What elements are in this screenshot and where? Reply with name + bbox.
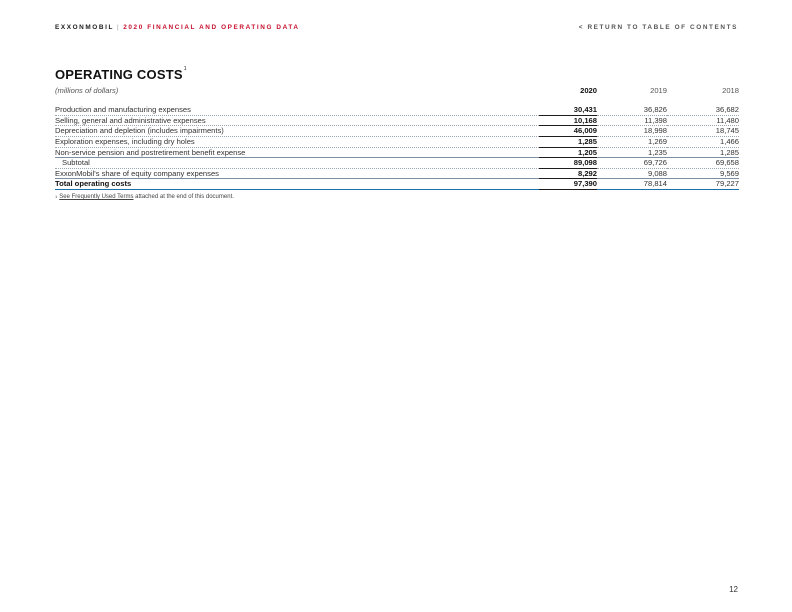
cell-2019: 69,726 [597,158,667,169]
cell-2018: 79,227 [667,179,739,190]
return-to-contents-link[interactable]: < RETURN TO TABLE OF CONTENTS [578,24,738,31]
cell-2020: 30,431 [539,105,597,115]
table-row [55,115,739,126]
cell-2018: 69,658 [667,158,739,169]
row-label: Selling, general and administrative expenses [55,115,539,126]
table-row [55,147,739,158]
footnote-text: attached at the end of this document. [133,194,234,200]
row-label: Depreciation and depletion (includes impairments) [55,126,539,137]
page-title [55,67,187,82]
cell-2020: 8,292 [539,168,597,179]
footnote-marker: 1 [55,194,58,199]
cell-2019: 36,826 [597,105,667,115]
table-header-row [55,86,739,96]
page-number: 12 [729,585,738,594]
cell-2018: 11,480 [667,115,739,126]
table-row [55,105,739,115]
column-header-2020: 2020 [580,86,597,95]
row-label: Non-service pension and postretirement benefit expense [55,147,539,158]
total-row [55,179,739,190]
footnote [55,194,234,200]
cell-2019: 9,088 [597,168,667,179]
cell-2019: 78,814 [597,179,667,190]
table-row [55,136,739,147]
row-label: ExxonMobil's share of equity company expenses [55,168,539,179]
units-label: (millions of dollars) [55,86,119,95]
cell-2018: 9,569 [667,168,739,179]
cell-2018: 18,745 [667,126,739,137]
cell-2020: 89,098 [539,158,597,169]
cell-2019: 18,998 [597,126,667,137]
column-header-2018: 2018 [722,86,739,95]
cell-2018: 36,682 [667,105,739,115]
cell-2020: 1,205 [539,147,597,158]
cell-2019: 11,398 [597,115,667,126]
subtotal-row [55,158,739,169]
top-header-bar [55,24,738,36]
cell-2020: 97,390 [539,179,597,190]
brand-name: EXXONMOBIL [55,24,114,31]
cell-2018: 1,285 [667,147,739,158]
total-label: Total operating costs [55,179,539,190]
cell-2018: 1,466 [667,136,739,147]
cell-2020: 1,285 [539,136,597,147]
frequently-used-terms-link[interactable]: See Frequently Used Terms [59,194,134,200]
subtotal-label: Subtotal [55,158,539,169]
header-spacer [55,96,739,106]
operating-costs-table [55,86,739,190]
row-label: Production and manufacturing expenses [55,105,539,115]
column-header-2019: 2019 [650,86,667,95]
cell-2020: 10,168 [539,115,597,126]
row-label: Exploration expenses, including dry holes [55,136,539,147]
table-row [55,126,739,137]
cell-2019: 1,269 [597,136,667,147]
table-row [55,168,739,179]
page-title-text: OPERATING COSTS [55,67,183,82]
document-title: 2020 FINANCIAL AND OPERATING DATA [123,24,300,31]
cell-2019: 1,235 [597,147,667,158]
title-footnote-marker: 1 [183,66,187,72]
header-separator: | [116,24,121,31]
cell-2020: 46,009 [539,126,597,137]
